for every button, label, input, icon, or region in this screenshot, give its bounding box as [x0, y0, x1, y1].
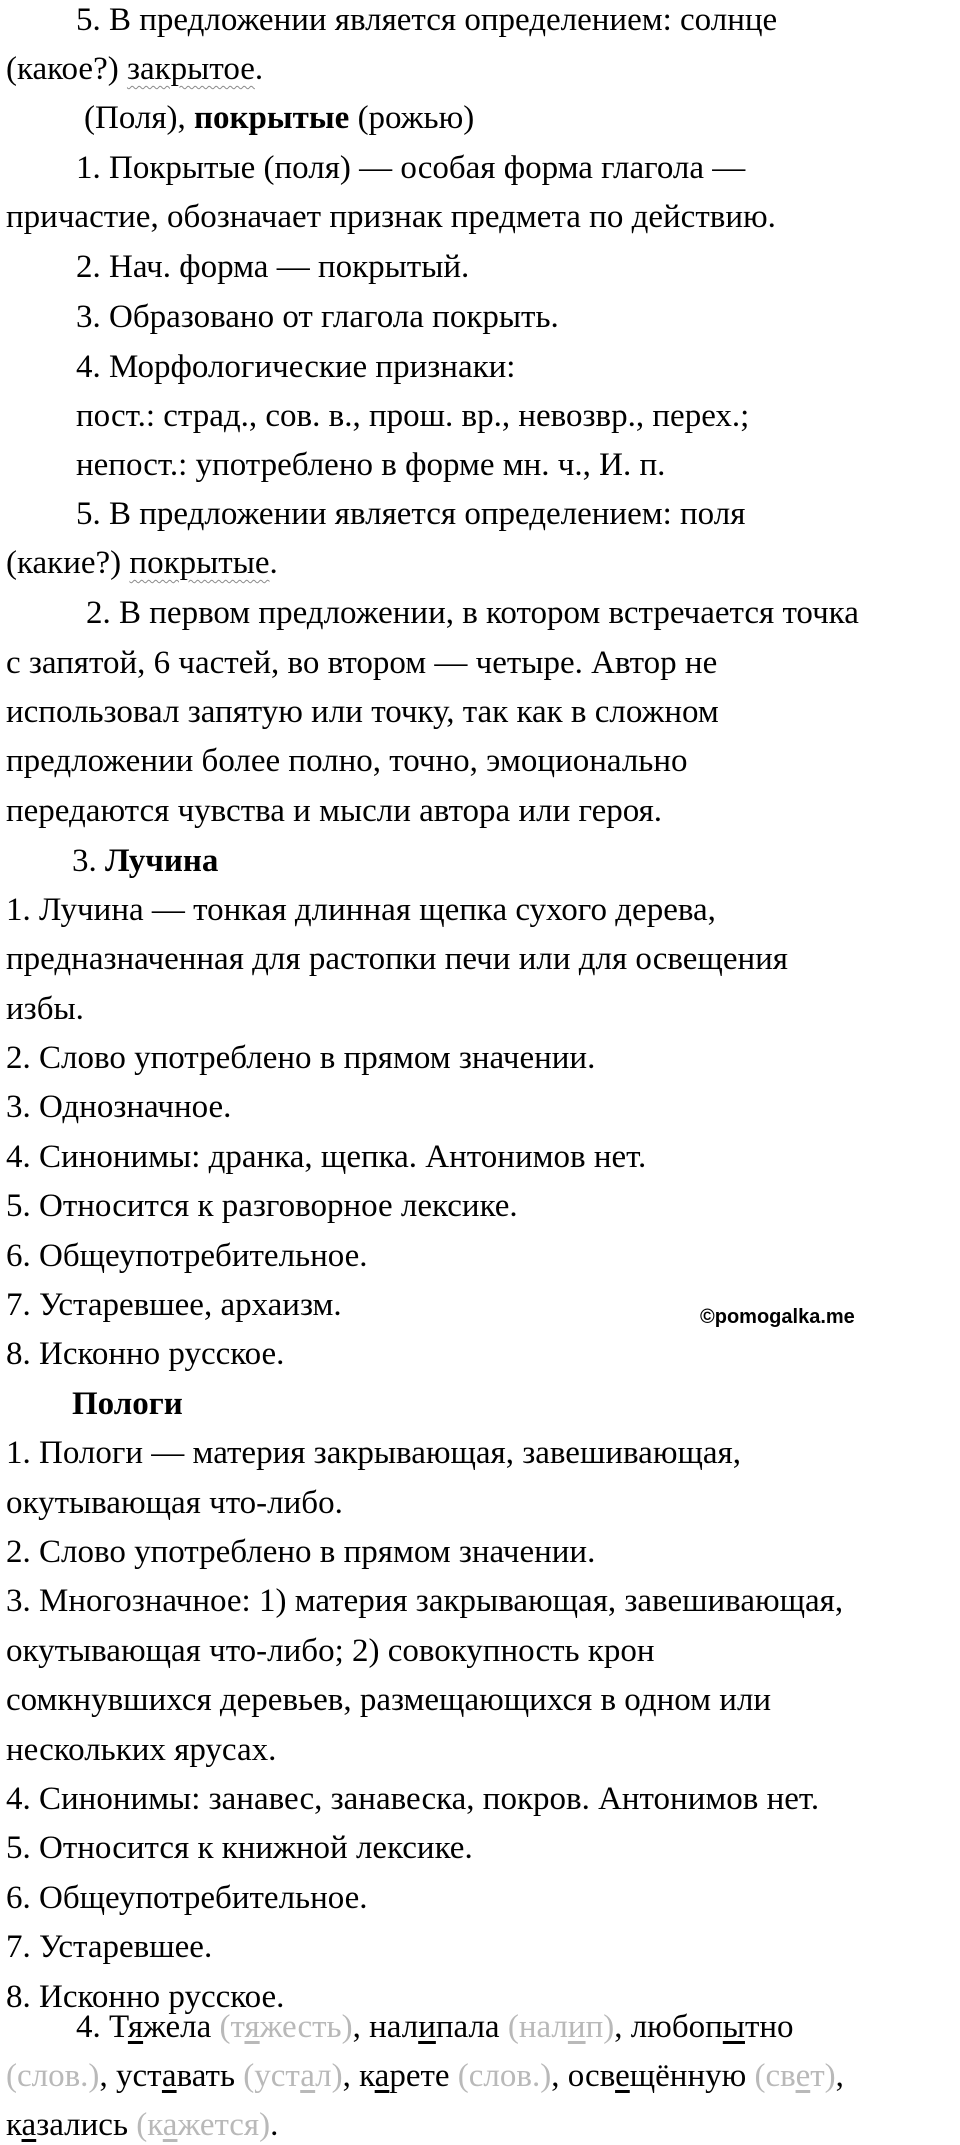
text-segment: 2. Слово употреблено в прямом значении.: [6, 1040, 596, 1076]
text-segment: окутывающая что-либо; 2) совокупность крон: [6, 1633, 655, 1669]
text-line: [6, 1680, 771, 1720]
text-segment: , нал: [352, 2009, 419, 2045]
text-line: [6, 741, 688, 781]
text-segment: .: [269, 545, 278, 581]
text-segment: вать: [176, 2058, 244, 2094]
hint-text: (св: [754, 2058, 796, 2094]
text-line: [6, 1087, 231, 1127]
text-segment: 4. Синонимы: занавес, занавеска, покров. Антонимов нет.: [6, 1781, 820, 1817]
text-line: [76, 247, 469, 287]
hint-text: п): [585, 2009, 615, 2045]
text-segment: .: [254, 51, 264, 87]
hint-text: а: [300, 2058, 316, 2094]
text-line: [6, 197, 776, 237]
hint-text: (уст: [243, 2058, 301, 2094]
text-segment: (Поля),: [84, 100, 195, 136]
text-segment: окутывающая что-либо.: [6, 1485, 343, 1521]
text-line: [6, 1285, 342, 1325]
text-segment: я: [127, 2009, 144, 2045]
text-segment: к: [6, 2107, 22, 2143]
text-line: [76, 148, 745, 188]
text-line: [6, 1730, 276, 1770]
text-segment: 3.: [72, 843, 105, 879]
hint-text: т): [810, 2058, 836, 2094]
text-segment: а: [161, 2058, 177, 2094]
text-segment: тно: [744, 2009, 794, 2045]
text-segment: рете: [389, 2058, 458, 2094]
text-line: [84, 98, 474, 138]
text-line: [6, 1433, 741, 1473]
text-line: [6, 543, 278, 583]
text-line: [6, 1581, 843, 1621]
text-segment: 2. Нач. форма — покрытый.: [76, 249, 470, 285]
text-line: [6, 1878, 368, 1918]
text-line: [76, 347, 515, 387]
text-line: [6, 939, 788, 979]
text-line: [6, 1532, 595, 1572]
hint-text: жется): [177, 2107, 271, 2143]
text-segment: передаются чувства и мысли автора или героя.: [6, 793, 663, 829]
text-segment: , любоп: [614, 2009, 723, 2045]
hint-text: (к: [136, 2107, 163, 2143]
text-segment: 1. Лучина — тонкая длинная щепка сухого дерева,: [6, 892, 716, 928]
text-segment: (рожью): [349, 100, 475, 136]
text-segment: 5. Относится к книжной лексике.: [6, 1830, 473, 1866]
hint-text: л): [315, 2058, 343, 2094]
text-segment: закрытое: [126, 51, 255, 87]
text-segment: а: [21, 2107, 37, 2143]
text-segment: сомкнувшихся деревьев, размещающихся в одном или: [6, 1682, 772, 1718]
text-line: [76, 396, 749, 436]
text-line: [6, 1334, 284, 1374]
text-segment: 2. Слово употреблено в прямом значении.: [6, 1534, 596, 1570]
text-segment: с запятой, 6 частей, во втором — четыре. Автор не: [6, 645, 718, 681]
text-line: [6, 1779, 819, 1819]
text-line: [6, 890, 716, 930]
text-segment: зались: [36, 2107, 137, 2143]
text-segment: 5. В предложении является определением: солнце: [76, 2, 778, 38]
text-segment: 5. В предложении является определением: поля: [76, 496, 746, 532]
text-line: [6, 1927, 212, 1967]
text-segment: использовал запятую или точку, так как в сложном: [6, 694, 719, 730]
text-line: [76, 297, 559, 337]
text-line: [72, 841, 218, 881]
text-segment: и: [418, 2009, 436, 2045]
text-line: [6, 643, 717, 683]
bold-text: покрытые: [194, 100, 350, 136]
hint-text: я: [244, 2009, 260, 2045]
text-segment: предложении более полно, точно, эмоционально: [6, 743, 688, 779]
text-segment: 6. Общеупотребительное.: [6, 1880, 368, 1916]
hint-text: и: [567, 2009, 586, 2045]
hint-text: (нал: [507, 2009, 568, 2045]
watermark: ©pomogalka.me: [700, 1306, 855, 1328]
text-line: [6, 1236, 368, 1276]
hint-text: жесть): [259, 2009, 353, 2045]
text-line: [6, 1038, 595, 1078]
bold-text: Пологи: [72, 1386, 183, 1422]
text-line: [76, 2007, 794, 2047]
text-segment: предназначенная для растопки печи или для освещения: [6, 941, 788, 977]
text-line: [6, 692, 719, 732]
text-segment: 1. Покрытые (поля) — особая форма глагола —: [76, 150, 746, 186]
text-segment: 4. Синонимы: дранка, щепка. Антонимов нет.: [6, 1139, 647, 1175]
text-segment: причастие, обозначает признак предмета по действию.: [6, 199, 776, 235]
text-segment: , уст: [99, 2058, 162, 2094]
text-segment: ы: [722, 2009, 745, 2045]
text-segment: 3. Однозначное.: [6, 1089, 232, 1125]
text-segment: 7. Устаревшее.: [6, 1929, 213, 1965]
text-segment: 5. Относится к разговорное лексике.: [6, 1188, 518, 1224]
text-line: [6, 1828, 473, 1868]
text-line: [86, 593, 859, 633]
text-line: [72, 1384, 183, 1424]
text-line: [6, 1631, 655, 1671]
text-segment: а: [374, 2058, 390, 2094]
hint-text: (т: [219, 2009, 245, 2045]
text-segment: пала: [435, 2009, 508, 2045]
text-line: [6, 49, 263, 89]
text-segment: 8. Исконно русское.: [6, 1979, 285, 2015]
bold-text: Лучина: [105, 843, 219, 879]
text-segment: 3. Образовано от глагола покрыть.: [76, 299, 559, 335]
hint-text: а: [162, 2107, 178, 2143]
text-line: [6, 1186, 518, 1226]
text-segment: е: [615, 2058, 630, 2094]
text-segment: (какие?): [6, 545, 130, 581]
text-line: [76, 494, 745, 534]
text-line: [6, 989, 84, 1029]
text-segment: 4. Морфологические признаки:: [76, 349, 516, 385]
hint-text: (слов.): [6, 2058, 100, 2094]
text-line: [6, 791, 662, 831]
text-segment: 8. Исконно русское.: [6, 1336, 285, 1372]
text-line: [6, 2056, 844, 2096]
hint-text: е: [795, 2058, 811, 2094]
text-segment: 3. Многозначное: 1) материя закрывающая, завешивающая,: [6, 1583, 844, 1619]
text-segment: непост.: употреблено в форме мн. ч., И. п.: [76, 447, 666, 483]
text-segment: ,: [835, 2058, 844, 2094]
hint-text: (слов.): [457, 2058, 552, 2094]
text-segment: пост.: страд., сов. в., прош. вр., невозвр., перех.;: [76, 398, 750, 434]
text-segment: , осв: [551, 2058, 616, 2094]
text-segment: 6. Общеупотребительное.: [6, 1238, 368, 1274]
text-line: [6, 1137, 646, 1177]
text-segment: 1. Пологи — материя закрывающая, завешивающая,: [6, 1435, 741, 1471]
text-line: [6, 2105, 278, 2145]
text-line: [76, 445, 665, 485]
text-segment: , к: [342, 2058, 375, 2094]
text-segment: избы.: [6, 991, 84, 1027]
text-segment: 2. В первом предложении, в котором встречается точка: [86, 595, 859, 631]
text-segment: 4. Т: [76, 2009, 128, 2045]
text-segment: 7. Устаревшее, архаизм.: [6, 1287, 342, 1323]
text-segment: жела: [143, 2009, 220, 2045]
text-segment: .: [270, 2107, 279, 2143]
text-segment: нескольких ярусах.: [6, 1732, 277, 1768]
text-segment: покрытые: [129, 545, 270, 581]
text-segment: щённую: [629, 2058, 755, 2094]
text-line: [6, 1483, 343, 1523]
text-segment: (какое?): [6, 51, 127, 87]
text-line: [76, 0, 777, 40]
